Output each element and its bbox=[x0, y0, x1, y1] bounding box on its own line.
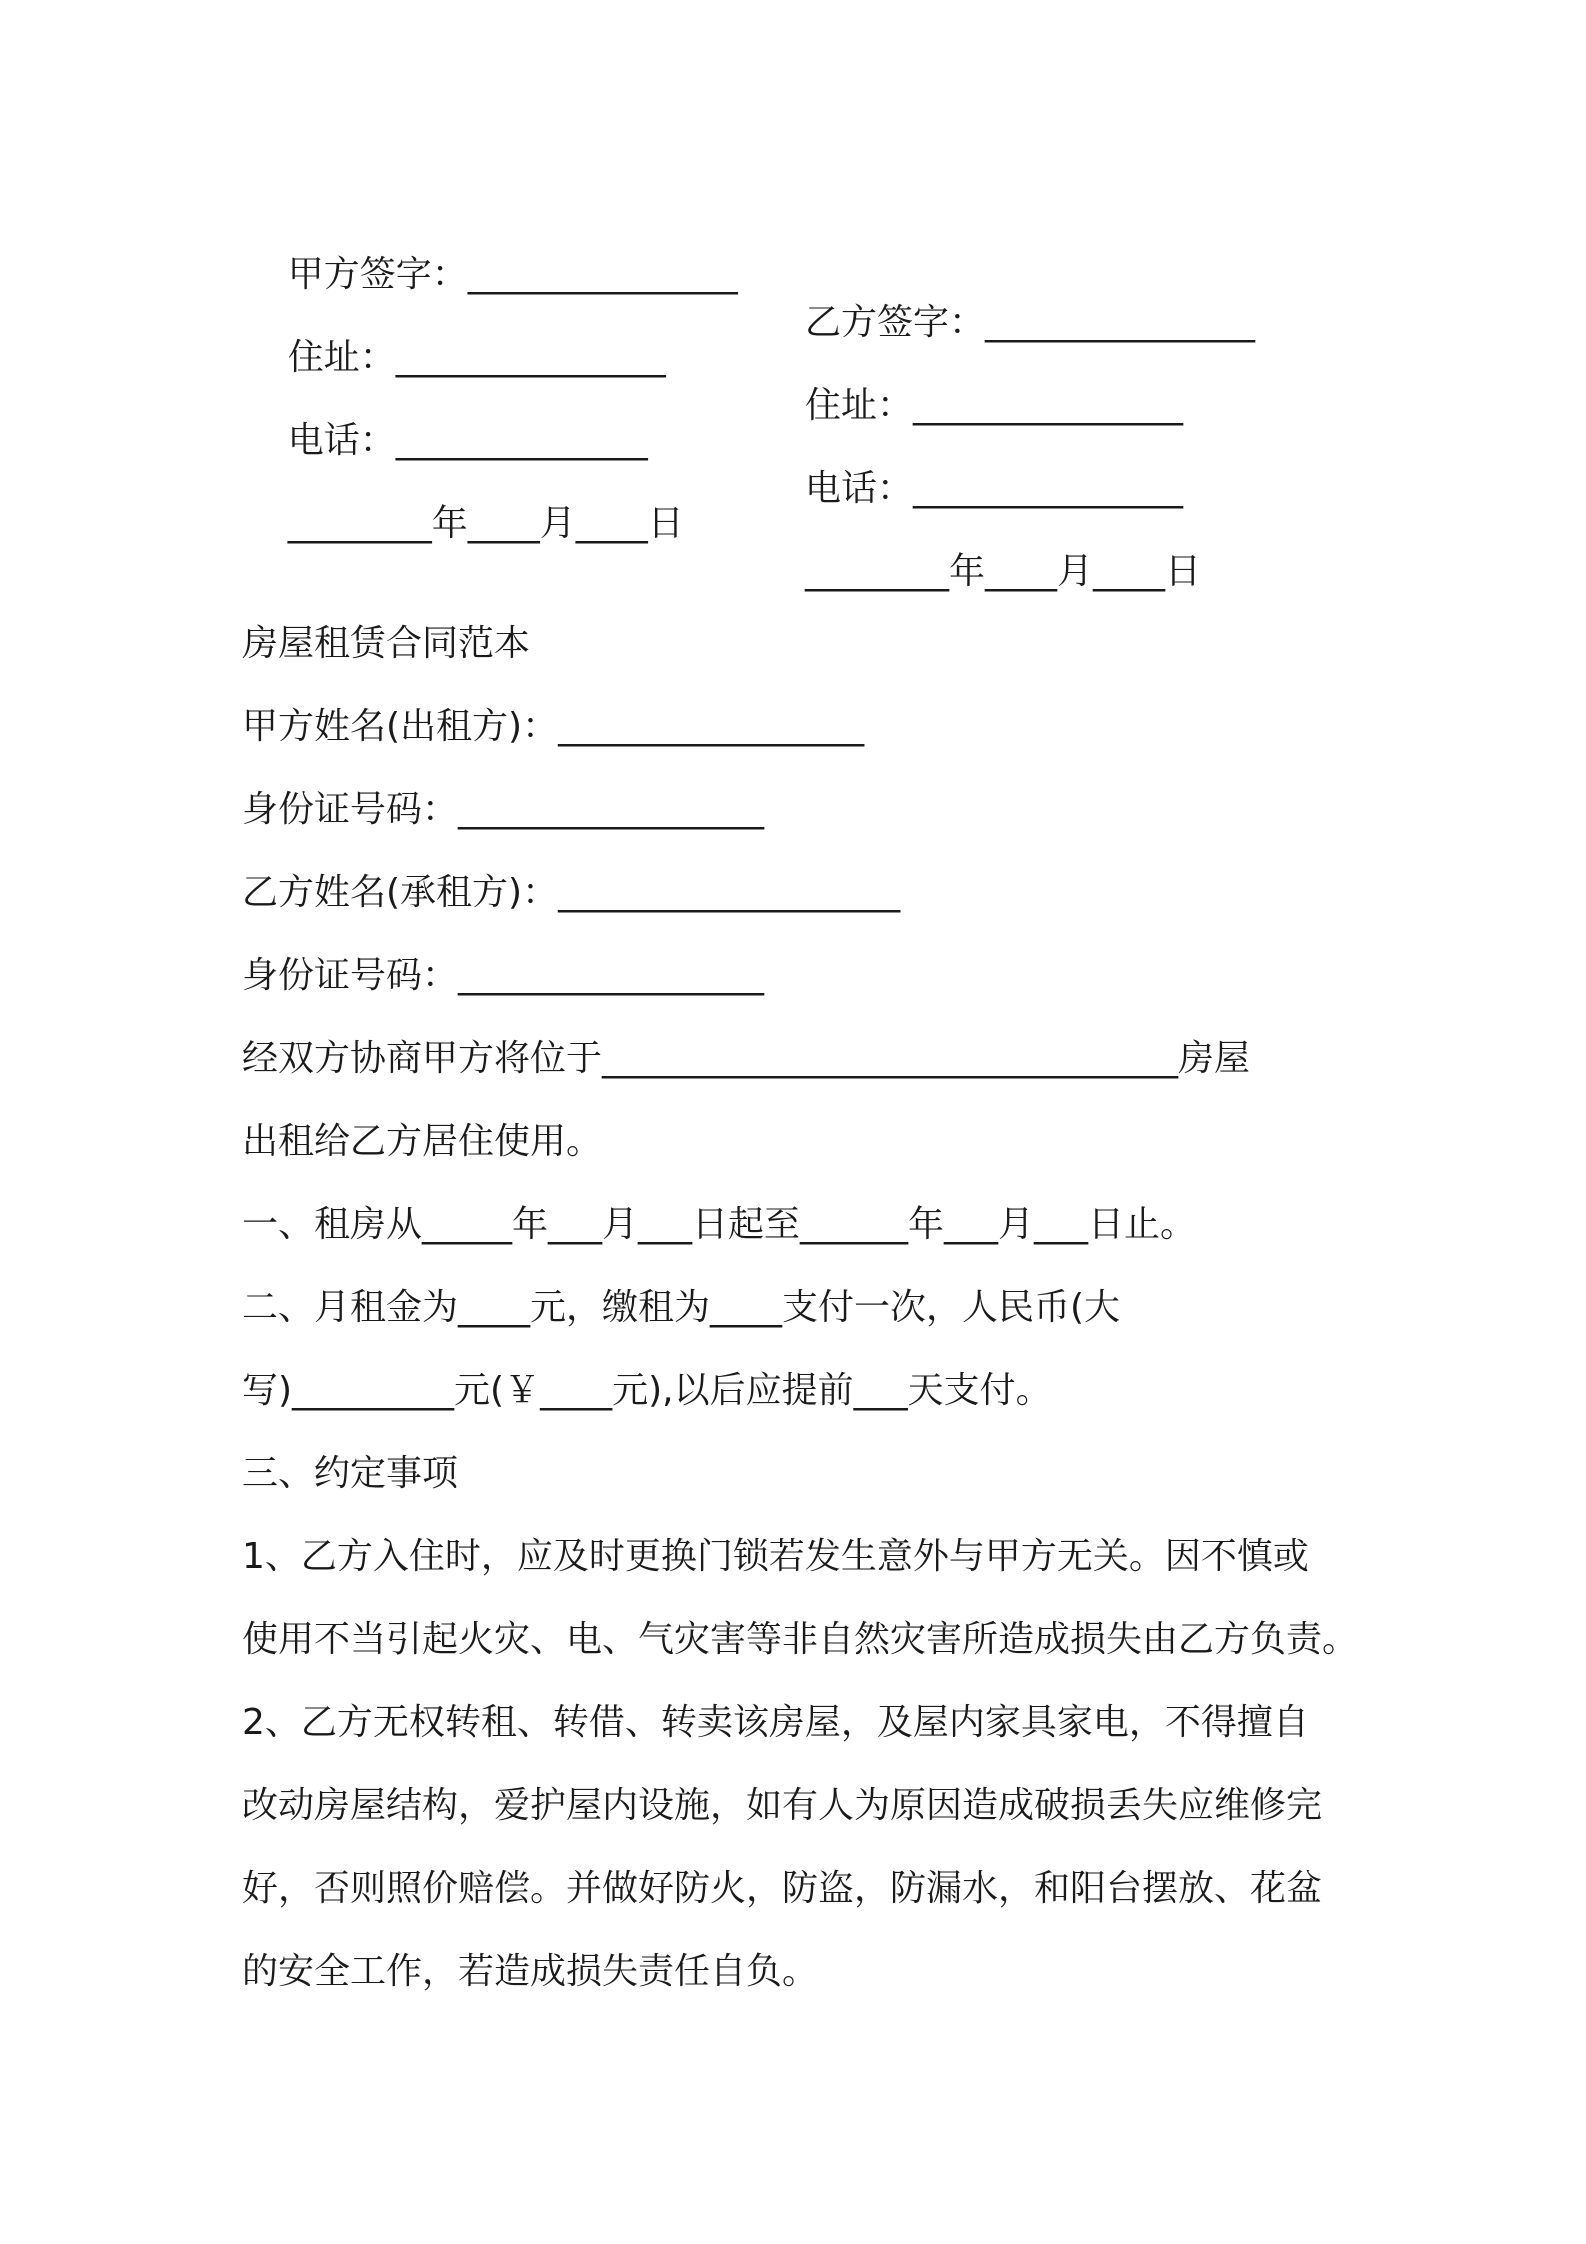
clause-1-term: 一、租房从_____年___月___日起至______年___月___日止。 bbox=[242, 1204, 1197, 1245]
party-b-signature: 乙方签字：_______________ bbox=[805, 302, 1256, 343]
item-2-line-2: 改动房屋结构，爱护屋内设施，如有人为原因造成破损丢失应维修完 bbox=[242, 1785, 1323, 1826]
party-a-address: 住址：_______________ bbox=[287, 337, 666, 378]
item-2-line-3: 好，否则照价赔偿。并做好防火，防盗，防漏水，和阳台摆放、花盆 bbox=[242, 1868, 1323, 1909]
clause-3-heading: 三、约定事项 bbox=[242, 1453, 459, 1494]
item-1-line-2: 使用不当引起火灾、电、气灾害等非自然灾害所造成损失由乙方负责。 bbox=[242, 1619, 1359, 1660]
party-b-address: 住址：_______________ bbox=[805, 385, 1184, 426]
party-a-id-line: 身份证号码：_________________ bbox=[242, 789, 765, 830]
item-2-line-1: 2、乙方无权转租、转借、转卖该房屋，及屋内家具家电，不得擅自 bbox=[242, 1702, 1309, 1743]
property-usage-line: 出租给乙方居住使用。 bbox=[242, 1121, 603, 1162]
clause-2-rent-cont: 写)_________元(￥____元),以后应提前___天支付。 bbox=[242, 1370, 1052, 1411]
party-a-name-line: 甲方姓名(出租方)：_________________ bbox=[242, 706, 865, 747]
property-location-line: 经双方协商甲方将位于________________________________房屋 bbox=[242, 1038, 1251, 1079]
item-2-line-4: 的安全工作，若造成损失责任自负。 bbox=[242, 1951, 819, 1992]
party-b-phone: 电话：_______________ bbox=[805, 468, 1184, 509]
date-row bbox=[242, 452, 1362, 644]
item-1-line-1: 1、乙方入住时，应及时更换门锁若发生意外与甲方无关。因不慎或 bbox=[242, 1536, 1309, 1577]
party-b-date: ________年____月____日 bbox=[805, 551, 1201, 592]
contract-title: 房屋租赁合同范本 bbox=[242, 623, 531, 664]
clause-2-rent: 二、月租金为____元，缴租为____支付一次，人民币(大 bbox=[242, 1287, 1121, 1328]
party-a-date: ________年____月____日 bbox=[287, 503, 684, 544]
party-a-phone: 电话：______________ bbox=[287, 420, 648, 461]
party-a-signature: 甲方签字：_______________ bbox=[287, 254, 738, 295]
party-b-name-line: 乙方姓名(承租方)：___________________ bbox=[242, 872, 901, 913]
party-b-id-line: 身份证号码：_________________ bbox=[242, 955, 765, 996]
